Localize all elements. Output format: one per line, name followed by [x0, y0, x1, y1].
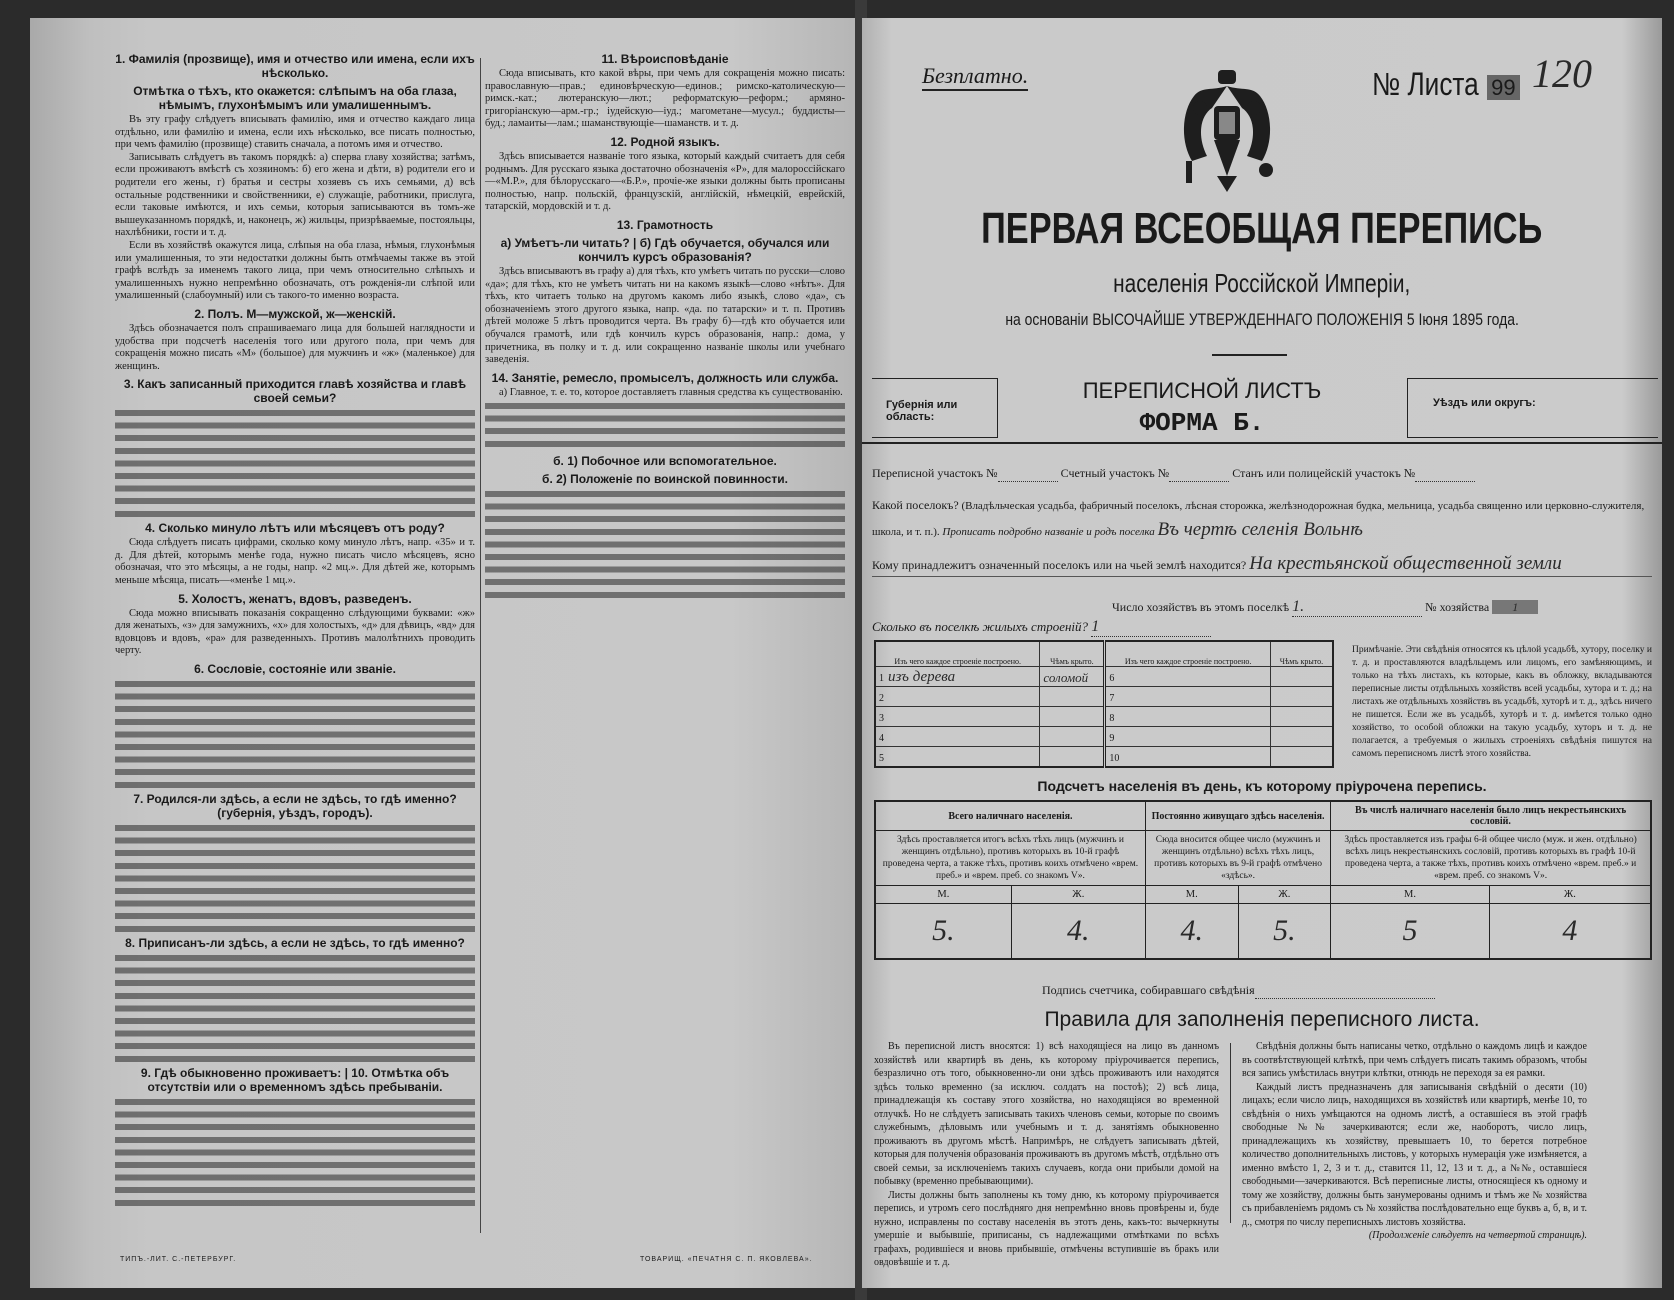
- rules-divider: [1230, 1043, 1231, 1223]
- text-block: [115, 407, 475, 517]
- rules-column-2: [1242, 1040, 1587, 1243]
- text-block: [115, 678, 475, 788]
- handwritten-sheet-number: 120: [1532, 51, 1592, 96]
- male-header: М.: [1145, 886, 1238, 904]
- material-cell[interactable]: [875, 687, 1040, 707]
- text-block: [485, 400, 845, 450]
- male-count[interactable]: 4.: [1145, 904, 1238, 960]
- material-cell[interactable]: [1105, 707, 1271, 727]
- roof-cell[interactable]: [1040, 687, 1105, 707]
- settlement-hint: (Владѣльческая усадьба, фабричный поселокъ, лѣсная сторожка, желѣзнодорожная будка, мельница, усадьба священно или церковно-служителя, школа, и т. п.).: [872, 500, 1645, 538]
- female-header: Ж.: [1238, 886, 1331, 904]
- section-paragraph: Записывать слѣдуетъ въ такомъ порядкѣ: а) сперва главу хозяйства; затѣмъ, если проживаютъ вмѣстѣ съ хозяиномъ: б) его жена и дѣти, в) родители его и родители его жены, г) братья и сестры хозяевъ съ ихъ семьями, д) всѣ остальные родственники и свойственники, е) служащіе, работники, прислуга, если таковые имѣются, и ихъ семьи, которыя записываются въ томъ-же вышеуказанномъ порядкѣ, и, наконецъ, ж) жильцы, призрѣваемые, постояльцы, нахлѣбники, гости и т. д.: [115, 151, 475, 239]
- row-number: 7: [1109, 693, 1115, 704]
- legal-basis: [862, 310, 1662, 330]
- buildings-field: [872, 618, 1211, 637]
- female-count[interactable]: 4.: [1011, 904, 1145, 960]
- rules-heading: Правила для заполненія переписного листа.: [1044, 1008, 1480, 1031]
- row-number: 9: [1109, 733, 1115, 744]
- district-fields: [872, 466, 1652, 482]
- female-header: Ж.: [1011, 886, 1145, 904]
- table-row: [875, 801, 1651, 831]
- section-paragraph: Сюда слѣдуетъ писать цифрами, сколько кому минуло лѣтъ, напр. «35» и т. д. Для дѣтей, которымъ менѣе года, нужно писать число мѣсяцевъ, ясно обозначая, что это мѣсяцы, а не годы, напр. «2 мц.». Для дѣтей же, которымъ меньше мѣсяца, писать—«менѣе 1 мц.».: [115, 537, 475, 587]
- settlement-value[interactable]: Въ чертѣ селенія Вольнѣ: [1157, 519, 1363, 540]
- population-count-heading: Подсчетъ населенія въ день, къ которому пріурочена перепись.: [1037, 778, 1487, 794]
- roof-cell[interactable]: [1040, 707, 1105, 727]
- subtitle-text: населенія Россійской Имперіи,: [1113, 268, 1411, 298]
- table-row: [875, 904, 1651, 960]
- material-cell[interactable]: [1105, 747, 1271, 768]
- police-district-label: Станъ или полицейскій участокъ №: [1232, 466, 1416, 480]
- rules-paragraph: Въ переписной листъ вносятся: 1) всѣ находящіеся на лицо въ данномъ хозяйствѣ или квартирѣ въ день, къ которому пріурочивается перепись, безразлично отъ того, обыкновенно-ли они здѣсь проживаютъ или находятся здѣсь только временно (за исключ. солдатъ на постоѣ); 2) всѣ лица, принадлежащія къ составу этого хозяйства, но находящіяся во временной отлучкѣ. Но не слѣдуетъ записывать такихъ членовъ семьи, которые по своимъ служебнымъ, дѣловымъ или учебнымъ и т. д. занятіямъ обыкновенно проживаютъ въ другомъ мѣстѣ. Напримѣръ, не слѣдуетъ записывать дѣтей, которыя для полученія образованія проживаютъ въ другомъ мѣстѣ, отдѣльно отъ своей семьи, за исключеніемъ такихъ случаевъ, когда они прибыли домой на побывку (временно пребывающими).: [874, 1041, 1219, 1187]
- section-heading: 12. Родной языкъ.: [610, 134, 720, 149]
- instructions-column-2: [485, 48, 845, 600]
- section-heading: 1. Фамилія (прозвище), имя и отчество или имена, если ихъ нѣсколько.: [115, 52, 475, 80]
- column-divider: [480, 58, 481, 1233]
- section-paragraph: Въ эту графу слѣдуетъ вписывать фамилію, имя и отчество каждаго лица отдѣльно, или фамилію и имена, если ихъ нѣсколько, все писать полностью, при чемъ фамилію (прозвище) ставить сначала, а потомъ имя и отчество.: [115, 114, 475, 151]
- section-paragraph: Если въ хозяйствѣ окажутся лица, слѣпыя на оба глаза, нѣмыя, глухонѣмыя или умалишенныя, то эти недостатки должны быть отмѣчаемы также въ этой графѣ вслѣдъ за именемъ такого лица, при чемъ относительно слѣпыхъ и умалишенныхъ нужно непремѣнно обозначать, отъ рожденія-ли слѣпой или умалишенный (слабоумный) или съ такого-то именно возраста.: [115, 239, 475, 302]
- signature-label: Подпись счетчика, собиравшаго свѣдѣнія: [1042, 983, 1255, 997]
- material-cell[interactable]: [1105, 727, 1271, 747]
- material-cell[interactable]: [1105, 667, 1271, 687]
- count-district-input[interactable]: [1169, 466, 1229, 482]
- right-page-census-form: [862, 18, 1662, 1288]
- section-heading: 2. Полъ. М—мужской, ж—женскій.: [194, 306, 396, 321]
- rules-paragraph: Каждый листъ предназначенъ для записыванія свѣдѣній о десяти (10) лицахъ; если число лицъ, находящихся въ хозяйствѣ или квартирѣ, менѣе 10, то свѣдѣнія о нихъ умѣщаются на одномъ листѣ, а оставшіеся въ этой графѣ свободные №№ зачеркиваются; если же, наоборотъ, число лицъ, принадлежащихъ къ хозяйству, превышаетъ 10, то берется потребное количество дополнительныхъ листовъ, у которыхъ нумерація уже измѣняется, а именно вмѣсто 1, 2, 3 и т. д., ставится 11, 12, 13 и т. д., а №№, оставшіеся свободными—зачеркиваются. Всѣ переписные листы, относящіеся къ одному и тому же хозяйству, должны быть занумерованы однимъ и тѣмъ же № хозяйства съ прибавленіемъ рядомъ съ № хозяйства послѣдовательно еще буквъ а, б, в, и т. д., смотря по числу переписныхъ листовъ хозяйства.: [1242, 1081, 1587, 1228]
- roof-header: Чѣмъ крыто.: [1270, 641, 1333, 667]
- owner-question: Кому принадлежитъ означенный поселокъ или на чьей землѣ находится?: [872, 558, 1247, 572]
- table-row: [875, 667, 1333, 687]
- section-paragraph: Сюда можно вписывать показанія сокращенно слѣдующими буквами: «ж» для женатыхъ, «з» для замужнихъ, «х» для холостыхъ, «д» для дѣвицъ, «вд» для вдовцовъ и вдовъ, «ра» для разведенныхъ. Противъ малолѣтнихъ проводить черту.: [115, 607, 475, 657]
- buildings-value[interactable]: 1: [1091, 618, 1211, 637]
- row-number: 5: [879, 753, 884, 764]
- material-cell[interactable]: [875, 727, 1040, 747]
- signature-field: [1042, 983, 1435, 999]
- material-header: Изъ чего каждое строеніе построено.: [1105, 641, 1271, 667]
- material-value: изъ дерева: [888, 669, 956, 685]
- left-page-instructions: [30, 18, 860, 1288]
- group-title: Въ числѣ наличнаго населенія было лицъ некрестьянскихъ сословій.: [1331, 801, 1651, 831]
- owner-field: [872, 553, 1652, 577]
- form-name: ФОРМА Б.: [1139, 408, 1265, 438]
- row-number: 3: [879, 713, 884, 724]
- roof-cell[interactable]: [1270, 667, 1333, 687]
- uezd-label: Уѣздъ или округъ:: [1433, 397, 1536, 409]
- sheet-number-label: № Листа: [1372, 66, 1479, 102]
- title-rule: [1212, 354, 1287, 356]
- printer-imprint: ТИПЪ.-ЛИТ. С.-ПЕТЕРБУРГ.: [120, 1256, 237, 1263]
- section-heading: б. 2) Положеніе по воинской повинности.: [542, 472, 788, 487]
- row-number: 2: [879, 693, 884, 704]
- table-row: [875, 886, 1651, 904]
- rules-paragraph: Свѣдѣнія должны быть написаны четко, отдѣльно о каждомъ лицѣ и каждое въ соотвѣтствующей клѣткѣ, при чемъ слѣдуетъ писать такимъ образомъ, чтобы вся запись умѣстилась внутри клѣтки, отнюдь не переходя за ея рамки.: [1242, 1041, 1587, 1079]
- material-header: Изъ чего каждое строеніе построено.: [875, 641, 1040, 667]
- section-heading: б. 1) Побочное или вспомогательное.: [553, 454, 777, 469]
- sheet-number-value: 99: [1487, 75, 1519, 100]
- households-field: [1112, 598, 1538, 617]
- rules-paragraph: Листы должны быть заполнены къ тому дню, къ которому пріурочивается перепись, и утромъ сего послѣдняго дня непремѣнно вновь провѣрены и, буде нужно, исправлены по составу населенія въ этотъ день, какъ-то: вычеркнуты умершіе и выбывшіе, приписаны, съ надлежащими отмѣтками по всѣхъ графахъ, родившіеся и вновь прибывшіе, отмѣчены вступившіе въ бракъ или овдовѣвшіе и т. д.: [874, 1189, 1219, 1268]
- roof-cell[interactable]: [1270, 687, 1333, 707]
- settlement-question: Какой поселокъ?: [872, 498, 959, 512]
- row-number: 1: [879, 673, 884, 684]
- buildings-label: Сколько въ поселкѣ жилыхъ строеній?: [872, 619, 1089, 634]
- section-heading: 14. Занятіе, ремесло, промыселъ, должность или служба.: [491, 370, 839, 385]
- section-rule: [862, 442, 1662, 444]
- buildings-table: [874, 640, 1334, 768]
- group-title: Постоянно живущаго здѣсь населенія.: [1145, 801, 1330, 831]
- table-row: [875, 707, 1333, 727]
- population-count-table: [874, 800, 1652, 960]
- form-title: ПЕРЕПИСНОЙ ЛИСТЪ: [1082, 378, 1322, 403]
- male-header: М.: [875, 886, 1011, 904]
- rules-continued-note: (Продолженіе слѣдуетъ на четвертой страницѣ).: [1368, 1230, 1587, 1241]
- form-subtitle: [862, 268, 1662, 299]
- roof-cell[interactable]: соломой: [1040, 667, 1105, 687]
- title-text: ПЕРВАЯ ВСЕОБЩАЯ ПЕРЕПИСЬ: [981, 204, 1543, 253]
- household-number-value[interactable]: 1: [1492, 600, 1538, 614]
- section-heading: 8. Приписанъ-ли здѣсь, а если не здѣсь, то гдѣ именно?: [125, 936, 465, 951]
- census-district-label: Переписной участокъ №: [872, 466, 998, 480]
- households-value[interactable]: 1.: [1292, 598, 1422, 617]
- section-heading: 6. Сословіе, состояніе или званіе.: [194, 662, 396, 677]
- guberniya-box[interactable]: [872, 378, 998, 438]
- basis-prefix: на основаніи: [1005, 310, 1089, 329]
- material-cell[interactable]: [875, 667, 1040, 687]
- signature-input[interactable]: [1255, 983, 1435, 999]
- guberniya-label: Губернія или область:: [886, 399, 958, 423]
- census-district-input[interactable]: [998, 466, 1058, 482]
- household-number-label: № хозяйства: [1425, 600, 1490, 614]
- sheet-number: [1372, 66, 1520, 103]
- text-block: [115, 822, 475, 932]
- section-subheading: а) Умѣетъ-ли читать? | б) Гдѣ обучается, обучался или кончилъ курсъ образованія?: [500, 235, 830, 264]
- female-header: Ж.: [1489, 886, 1651, 904]
- text-block: [485, 488, 845, 598]
- section-heading: 5. Холостъ, женатъ, вдовъ, разведенъ.: [178, 591, 412, 606]
- buildings-note: Примѣчаніе. Эти свѣдѣнія относятся къ цѣлой усадьбѣ, хутору, поселку и т. д. и проставляются владѣльцемъ или лицомъ, его замѣняющимъ, и только на тѣхъ листахъ, къ которые, какъ въ обложку, вкладываются переписные листы отдѣльныхъ хозяйствъ всей усадьбы, хутора и т. д.; на листахъ же отдѣльныхъ хозяйствъ въ усадьбѣ, хуторѣ и т. д., здѣсь ничего не пишется. Если же въ усадьбѣ, хуторѣ и т. д. имѣется только одно хозяйство, то особой обложки на такую усадьбу, хуторъ и т. д. не полагается, а требуемыя о жилыхъ строеніяхъ свѣдѣнія пишутся на самомъ переписномъ листѣ этого хозяйства.: [1352, 645, 1652, 759]
- roof-header: Чѣмъ крыто.: [1040, 641, 1105, 667]
- text-block: [115, 1096, 475, 1206]
- instructions-column-1: [115, 48, 475, 1208]
- section-paragraph: Здѣсь вписывается названіе того языка, который каждый считаетъ для себя роднымъ. Для русскаго языка достаточно обозначенія «Р», для малороссійскаго—«М.Р.», для бѣлорусскаго—«Б.Р.», прочіе-же языки должны быть прописаны полностью, напр. польскій, французскій, англійскій, нѣмецкій, еврейскій, татарскій, мордовскій и т. д.: [485, 150, 845, 213]
- basis-main: ВЫСОЧАЙШЕ УТВЕРЖДЕННАГО ПОЛОЖЕНІЯ 5 Іюня 1895 года.: [1092, 310, 1519, 329]
- roof-cell[interactable]: [1040, 727, 1105, 747]
- group-description: Здѣсь проставляется итогъ всѣхъ тѣхъ лицъ (мужчинъ и женщинъ отдѣльно), противъ которыхъ въ 10-й графѣ проведена черта, а также тѣхъ, противъ коихъ отмѣчено «врем. преб.» и «врем. преб. со знакомъ V».: [875, 831, 1145, 886]
- material-cell[interactable]: [875, 747, 1040, 768]
- uezd-box[interactable]: [1407, 378, 1658, 438]
- female-count[interactable]: 4: [1489, 904, 1651, 960]
- section-subheading: Отмѣтка о тѣхъ, кто окажется: слѣпымъ на оба глаза, нѣмымъ, глухонѣмымъ или умалишеннымъ.: [133, 84, 457, 112]
- count-district-label: Счетный участокъ №: [1060, 466, 1170, 480]
- settlement-field: [872, 493, 1652, 544]
- roof-cell[interactable]: [1270, 727, 1333, 747]
- material-cell[interactable]: [1105, 687, 1271, 707]
- section-heading: 3. Какъ записанный приходится главѣ хозяйства и главѣ своей семьи?: [123, 377, 467, 406]
- table-row: [875, 687, 1333, 707]
- material-cell[interactable]: [875, 707, 1040, 727]
- printer-imprint: ТОВАРИЩ. «ПЕЧАТНЯ С. П. ЯКОВЛЕВА».: [640, 1256, 813, 1263]
- section-paragraph: Здѣсь вписываютъ въ графу а) для тѣхъ, кто умѣетъ читать по русски—слово «да»; для тѣхъ, кто не умѣетъ читать ни на какомъ языкѣ—слово «нѣтъ». Для тѣхъ, кто читаетъ только на другомъ какомъ либо языкѣ, слово «да», съ обозначеніемъ этого другого языка, напр. «да. по татарски» и т. п. Противъ дѣтей моложе 5 лѣтъ проводится черта. Въ графу б)—гдѣ кто обучается или обучался грамотѣ, или гдѣ кончилъ курсъ образованія, напр.: дома, у причетника, въ полку и т. д. или сокращенно названіе школы или учебнаго заведенія.: [485, 265, 845, 366]
- roof-cell[interactable]: [1040, 747, 1105, 768]
- group-description: Здѣсь проставляется изъ графы 6-й общее число (муж. и жен. отдѣльно) всѣхъ лицъ некрестьянскихъ сословій, противъ которыхъ въ графѣ 10-й проведена черта, а также тѣхъ, противъ коихъ отмѣчено «врем. преб.» и «врем. преб. со знакомъ V».: [1331, 831, 1651, 886]
- section-heading: 4. Сколько минуло лѣтъ или мѣсяцевъ отъ роду?: [145, 521, 445, 536]
- section-heading: 7. Родился-ли здѣсь, а если не здѣсь, то гдѣ именно? (губернія, уѣздъ, городъ).: [133, 792, 457, 821]
- male-header: М.: [1331, 886, 1490, 904]
- police-district-input[interactable]: [1415, 466, 1475, 482]
- row-number: 10: [1109, 753, 1120, 764]
- section-paragraph: Здѣсь обозначается полъ спрашиваемаго лица для большей наглядности и удобства при подсчетѣ населенія того или другого пола, при чемъ для сокращенія можно писать «М» (большое) для мужчинъ и «ж» (маленькое) для женщинъ.: [115, 322, 475, 372]
- group-title: Всего наличнаго населенія.: [875, 801, 1145, 831]
- imperial-eagle-emblem: [1172, 66, 1282, 196]
- section-paragraph: Сюда вписывать, кто какой вѣры, при чемъ для сокращенія можно писать: православную—прав.; единовѣрческую—единов.; римско-католическую—римск.-кат.; лютеранскую—лют.; реформатскую—реформ.; армяно-григоріанскую—арм.-гр.; іудейскую—іуд.; магометане—мусул.; буддисты—буд.; ламаиты—лам.; шаманствующіе—шаманств. и т. д.: [485, 68, 845, 130]
- female-count[interactable]: 5.: [1238, 904, 1331, 960]
- form-main-title: [862, 204, 1662, 254]
- owner-value[interactable]: На крестьянской общественной земли: [1249, 553, 1562, 574]
- row-number: 8: [1109, 713, 1115, 724]
- free-label: Безплатно.: [922, 63, 1028, 91]
- table-row: [875, 831, 1651, 886]
- section-heading: 9. Гдѣ обыкновенно проживаетъ: | 10. Отмѣтка объ отсутствіи или о временномъ здѣсь пребываніи.: [140, 1066, 450, 1095]
- settlement-hint-2: Прописать подробно названіе и родъ поселка: [942, 526, 1155, 538]
- male-count[interactable]: 5: [1331, 904, 1490, 960]
- households-label: Число хозяйствъ въ этомъ поселкѣ: [1112, 600, 1290, 614]
- section-heading: 11. Вѣроисповѣданіе: [601, 52, 729, 66]
- table-row: [875, 747, 1333, 768]
- text-block: [115, 952, 475, 1062]
- rules-column-1: [874, 1040, 1219, 1270]
- male-count[interactable]: 5.: [875, 904, 1011, 960]
- group-description: Сюда вносится общее число (мужчинъ и женщинъ отдѣльно) всѣхъ тѣхъ лицъ, противъ которыхъ въ 9-й графѣ отмѣчено «здѣсь».: [1145, 831, 1330, 886]
- row-number: 4: [879, 733, 884, 744]
- table-row: [875, 727, 1333, 747]
- row-number: 6: [1109, 673, 1115, 684]
- section-paragraph: а) Главное, т. е. то, которое доставляетъ главныя средства къ существованію.: [499, 386, 843, 398]
- roof-cell[interactable]: [1270, 707, 1333, 727]
- section-heading: 13. Грамотность: [616, 217, 714, 232]
- roof-cell[interactable]: [1270, 747, 1333, 768]
